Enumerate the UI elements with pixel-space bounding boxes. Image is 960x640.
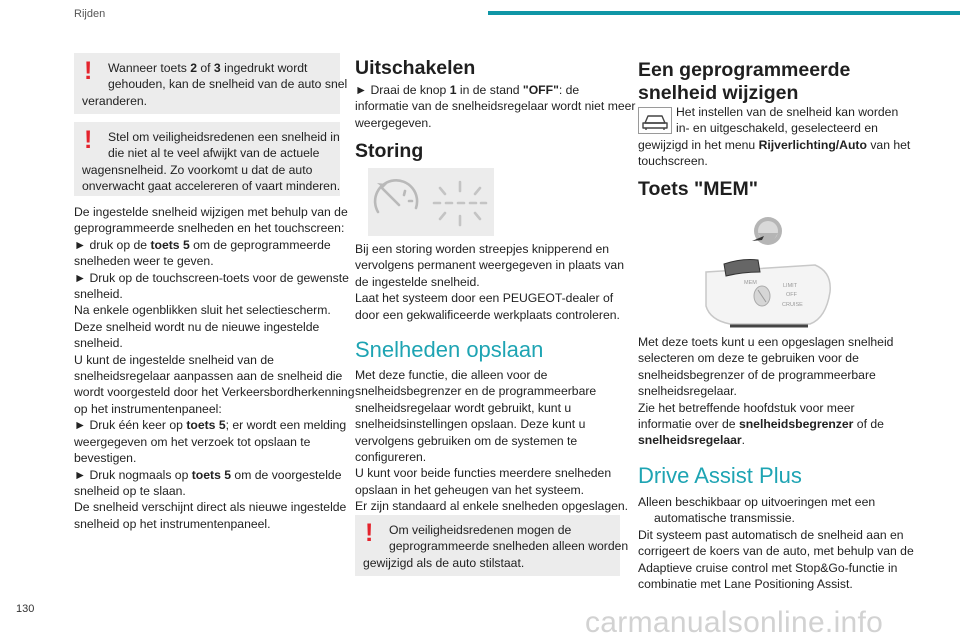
- text-line: die niet al te veel afwijkt van de actuele: [108, 146, 320, 161]
- text-line: combinatie met Lane Positioning Assist.: [638, 577, 853, 592]
- text-line: door een gekwalificeerde werkplaats controleren.: [355, 307, 620, 322]
- page-number: 130: [16, 603, 35, 615]
- text-line: snelheidsregelaar aanpassen aan de snelheid die: [74, 369, 343, 384]
- warning-box-speed-change: [74, 53, 348, 114]
- footer-watermark-url: carmanualsonline.info: [585, 606, 884, 639]
- heading-uitschakelen: Uitschakelen: [355, 57, 476, 79]
- text-line: ► druk op de toets 5 om de geprogrammeerde: [74, 237, 331, 252]
- speedometer-fault-icon: [368, 168, 494, 236]
- text-line: opslaan in het geheugen van het systeem.: [355, 482, 585, 497]
- text-line: Er zijn standaard al enkele snelheden opgeslagen.: [355, 499, 629, 514]
- text-line: gewijzigd als de auto stilstaat.: [363, 555, 525, 570]
- text-line: wordt voorgesteld door het Verkeersbordherkenning: [74, 385, 355, 400]
- section-title: Rijden: [74, 8, 106, 20]
- text-line: gewijzigd in het menu Rijverlichting/Auto van het: [638, 137, 911, 152]
- heading-drive-assist-plus: Drive Assist Plus: [638, 463, 802, 488]
- heading-toets-mem: Toets "MEM": [638, 178, 758, 200]
- cruise-stalk-figure: [700, 210, 840, 330]
- body-text-wijzigen: [638, 104, 910, 170]
- text-line: snelheidsbegrenzer of de programmeerbare: [638, 367, 876, 382]
- body-text-mem: [638, 334, 893, 449]
- text-line: Deze snelheid wordt nu de nieuwe ingestelde: [74, 319, 320, 334]
- text-line: snelheid op te slaan.: [74, 483, 186, 498]
- warning-icon: !: [365, 519, 374, 547]
- body-text-uitschakelen: [355, 82, 635, 131]
- stalk-label: LIMIT: [783, 283, 798, 289]
- text-line: automatische transmissie.: [654, 511, 795, 526]
- text-line: selecteren om deze te gebruiken voor de: [638, 351, 859, 366]
- cruise-control-stalk-illustration: [700, 210, 840, 330]
- text-line: bevestigen.: [74, 451, 137, 466]
- warning-box-stationary: [355, 515, 629, 576]
- text-line: ► Draai de knop 1 in de stand "OFF": de: [355, 83, 580, 97]
- body-text-change-speed: [74, 204, 354, 532]
- stalk-label: CRUISE: [782, 302, 803, 308]
- text-line: Na enkele ogenblikken sluit het selectiescherm.: [74, 303, 331, 318]
- stalk-label: OFF: [786, 292, 797, 298]
- text-line: touchscreen.: [638, 154, 708, 169]
- header-accent-bar: [488, 11, 960, 15]
- text-line: Dit systeem past automatisch de snelheid aan en: [638, 527, 904, 542]
- warning-text: [82, 126, 341, 195]
- text-line: Het instellen van de snelheid kan worden: [676, 105, 899, 119]
- text-line: snelheid op het instrumentenpaneel.: [74, 516, 271, 531]
- text-line: weergegeven.: [355, 115, 432, 130]
- text-line: informatie van de snelheidsregelaar wordt niet meer: [355, 99, 636, 114]
- steering-wheel-icon: [752, 217, 782, 245]
- text-line: Laat het systeem door een PEUGEOT-dealer of: [355, 291, 614, 306]
- warning-icon: !: [84, 126, 93, 154]
- text-line: snelheidsregelaar.: [638, 433, 746, 448]
- text-line: Adaptieve cruise control met Stop&Go-functie in: [638, 560, 898, 575]
- warning-box-safety: [74, 122, 340, 196]
- warning-text: [82, 57, 348, 109]
- text-line: Om veiligheidsredenen mogen de: [389, 523, 572, 537]
- text-line: Zie het betreffende hoofdstuk voor meer: [638, 400, 855, 415]
- text-line: configureren.: [355, 450, 427, 465]
- text-line: snelheidsbegrenzer en de programmeerbare: [355, 384, 597, 399]
- text-line: Met deze toets kunt u een opgeslagen snelheid: [638, 335, 894, 349]
- text-line: U kunt voor beide functies meerdere snelheden: [355, 466, 612, 481]
- body-text-drive-assist: [638, 494, 914, 592]
- text-line: wagensnelheid. Zo voorkomt u dat de auto: [82, 162, 313, 177]
- warning-text: [363, 519, 629, 571]
- text-line: op het instrumentenpaneel:: [74, 401, 222, 416]
- heading-snelheden-opslaan: Snelheden opslaan: [355, 337, 544, 362]
- text-line: gehouden, kan de snelheid van de auto snel: [108, 77, 348, 92]
- text-line: veranderen.: [82, 93, 148, 108]
- text-line: in- en uitgeschakeld, geselecteerd en: [676, 121, 878, 136]
- text-line: Wanneer toets 2 of 3 ingedrukt wordt: [108, 61, 308, 75]
- text-line: De ingestelde snelheid wijzigen met behulp van de: [74, 205, 348, 219]
- text-line: snelheidsinstellingen opslaan. Deze kunt u: [355, 417, 586, 432]
- heading-line: snelheid wijzigen: [638, 82, 799, 104]
- body-text-opslaan: [355, 367, 628, 515]
- text-line: snelheden weer te geven.: [74, 254, 214, 269]
- text-line: Bij een storing worden streepjes knipperend en: [355, 242, 610, 256]
- text-line: Met deze functie, die alleen voor de: [355, 368, 548, 382]
- text-line: weergegeven om het verzoek tot opslaan te: [74, 434, 311, 449]
- text-line: De snelheid verschijnt direct als nieuwe ingestelde: [74, 500, 347, 515]
- text-line: ► Druk op de touchscreen-toets voor de gewenste: [74, 270, 349, 285]
- text-line: geprogrammeerde snelheden en het touchscreen:: [74, 221, 345, 236]
- text-line: snelheid.: [74, 336, 123, 351]
- text-line: vervolgens permanent weergegeven in plaats van: [355, 258, 624, 273]
- text-line: geprogrammeerde snelheden alleen worden: [389, 539, 629, 554]
- body-text-storing: [355, 241, 624, 323]
- text-line: snelheidsregelaar wordt gebruikt, kunt u: [355, 400, 572, 415]
- text-line: vervolgens gebruiken om de systemen te: [355, 433, 578, 448]
- heading-line: Een geprogrammeerde: [638, 59, 851, 81]
- text-line: informatie over de snelheidsbegrenzer of de: [638, 417, 884, 432]
- heading-snelheid-wijzigen: [638, 59, 850, 105]
- text-line: de ingestelde snelheid.: [355, 274, 480, 289]
- text-line: onverwacht gaat accelereren of vaart minderen.: [82, 179, 341, 194]
- text-line: Stel om veiligheidsredenen een snelheid in: [108, 130, 340, 144]
- text-line: ► Druk nogmaals op toets 5 om de voorgestelde: [74, 467, 342, 482]
- text-line: Alleen beschikbaar op uitvoeringen met een: [638, 495, 876, 509]
- warning-icon: !: [84, 57, 93, 85]
- text-line: U kunt de ingestelde snelheid van de: [74, 352, 274, 367]
- heading-storing: Storing: [355, 140, 424, 162]
- text-line: corrigeert de koers van de auto, met behulp van de: [638, 544, 914, 559]
- text-line: snelheidsregelaar.: [638, 384, 737, 399]
- stalk-label: MEM: [744, 280, 757, 286]
- text-line: snelheid.: [74, 287, 123, 302]
- text-line: ► Druk één keer op toets 5; er wordt een melding: [74, 418, 347, 433]
- fault-indicator-figure: [368, 168, 494, 236]
